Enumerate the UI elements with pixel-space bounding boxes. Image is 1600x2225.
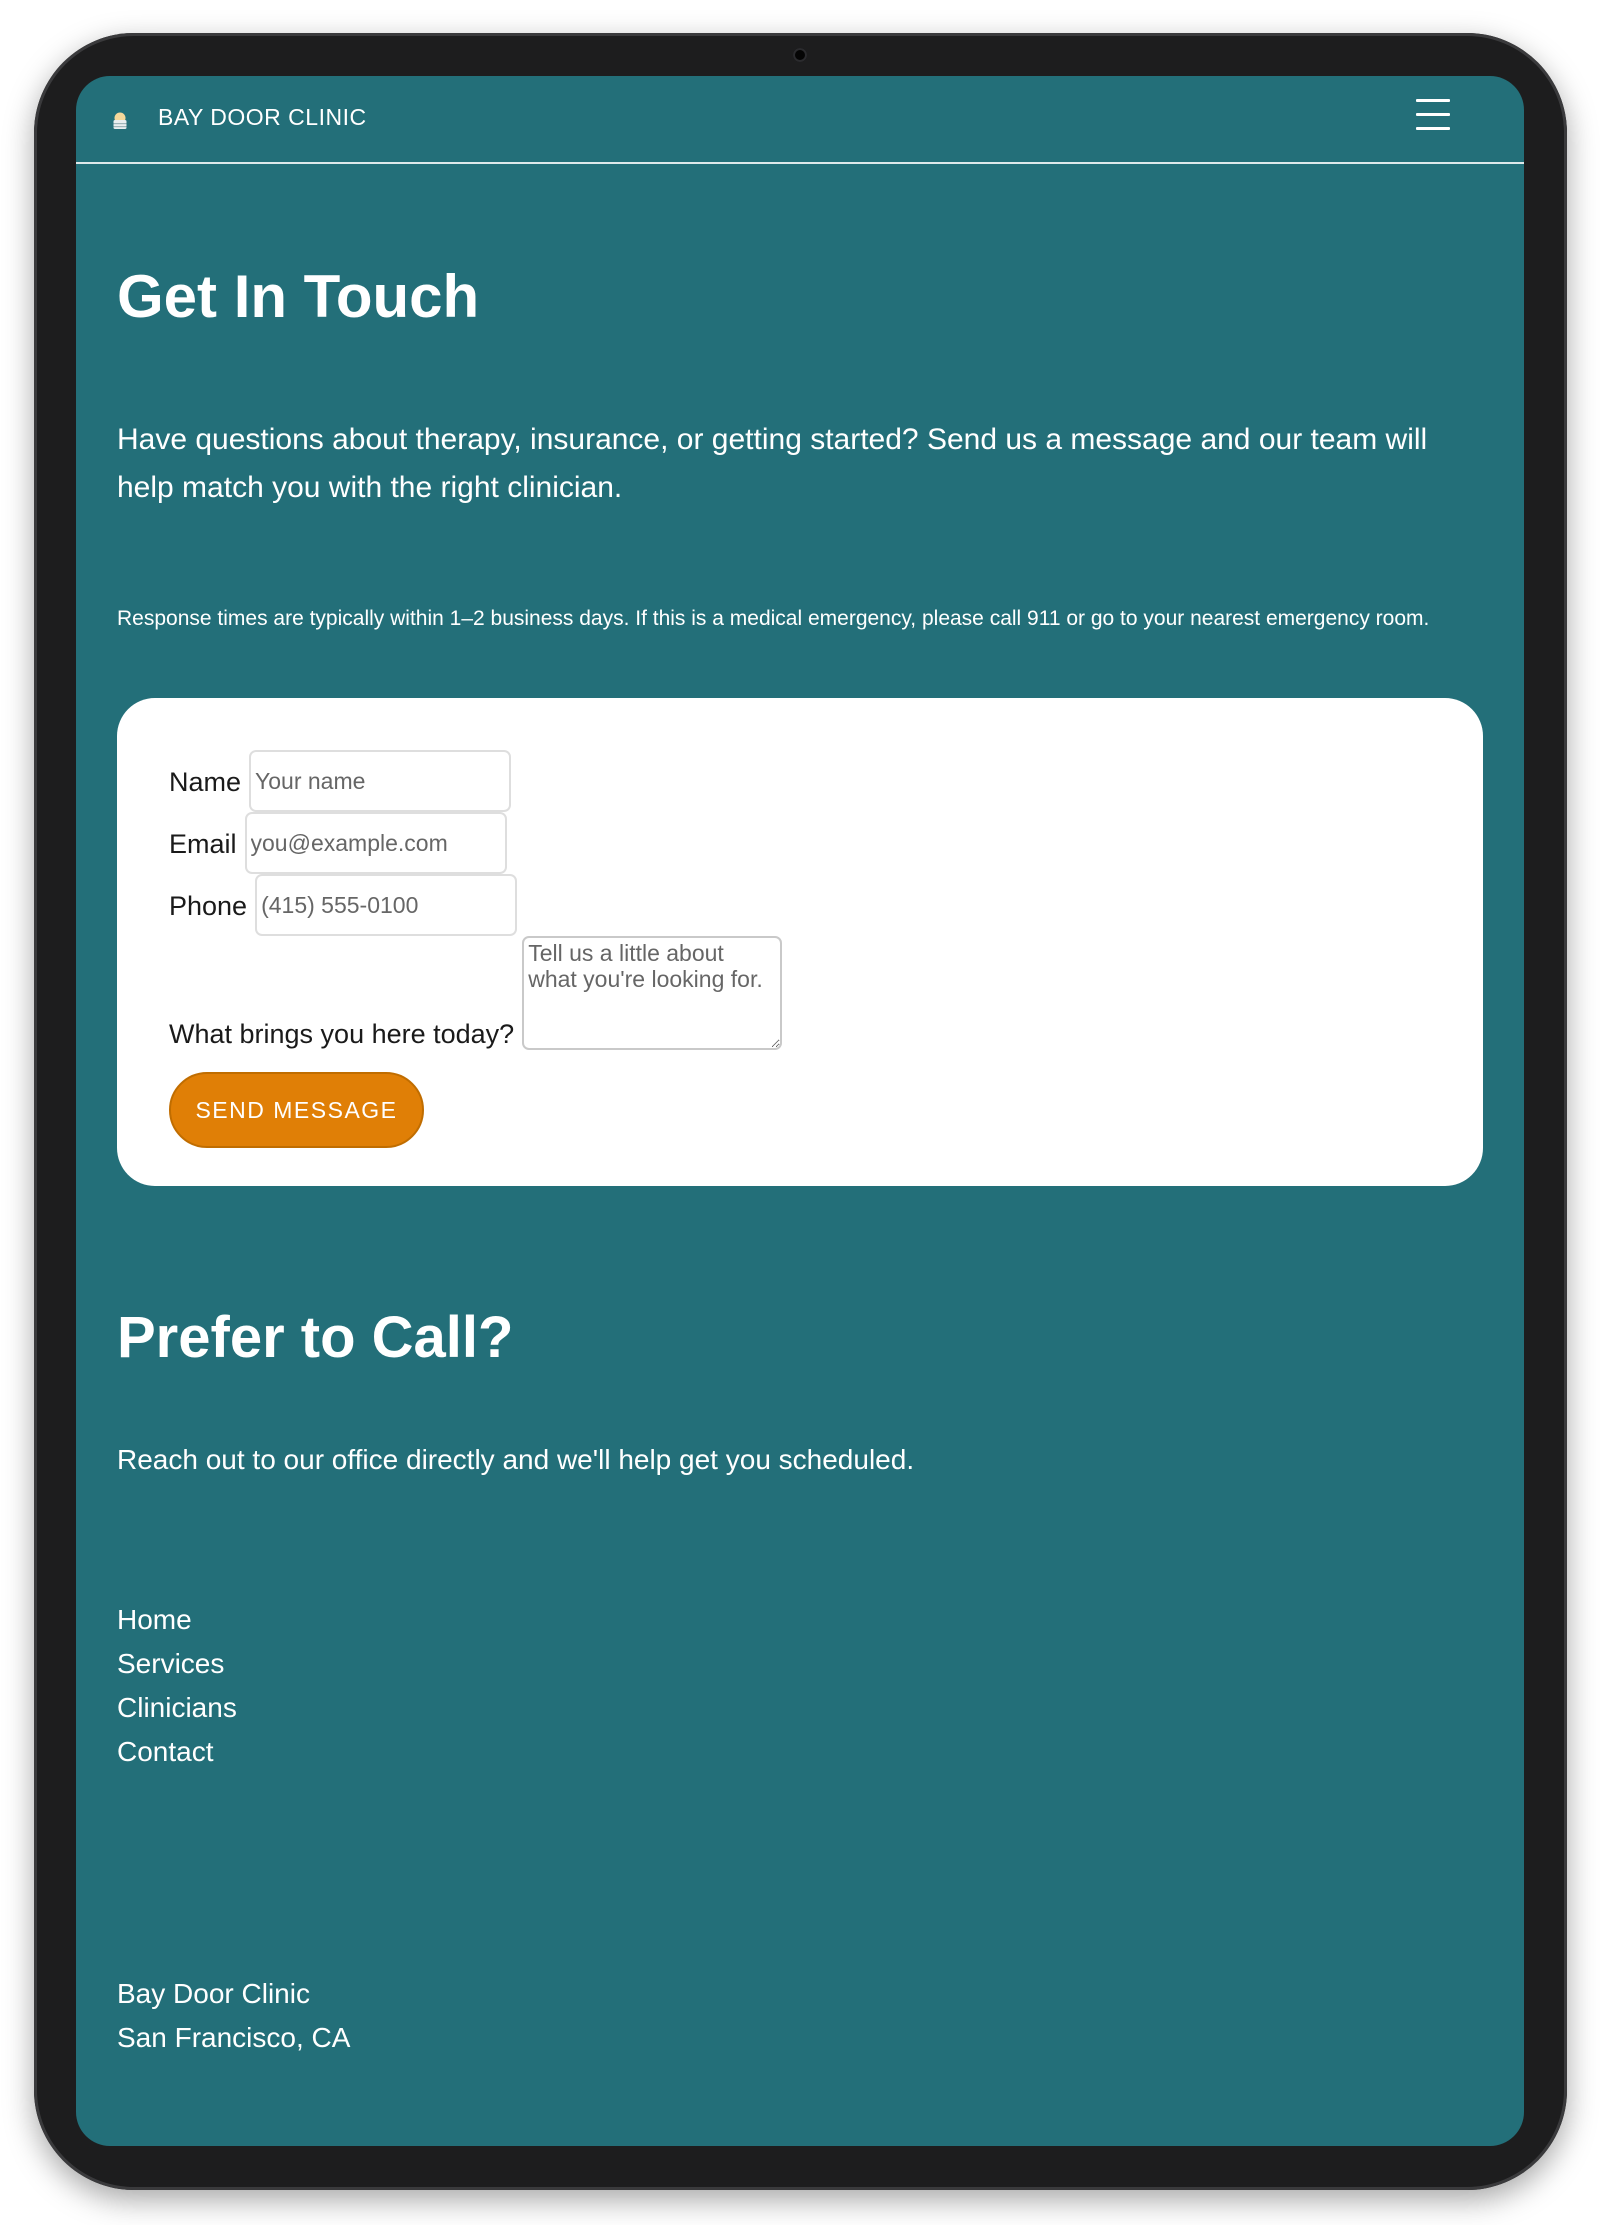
message-label: What brings you here today? <box>169 1019 515 1049</box>
footer-link-services[interactable]: Services <box>117 1648 225 1679</box>
call-section-text: Reach out to our office directly and we'll help get you scheduled. <box>117 1444 915 1475</box>
name-input[interactable] <box>249 750 511 812</box>
footer-nav-item-contact <box>117 1730 237 1774</box>
phone-row <box>169 874 517 936</box>
message-row <box>169 936 782 1050</box>
email-label: Email <box>169 829 237 859</box>
camera-icon <box>793 48 807 62</box>
send-message-button[interactable]: SEND MESSAGE <box>169 1072 424 1148</box>
email-row <box>169 812 507 874</box>
footer-link-home[interactable]: Home <box>117 1604 192 1635</box>
footer-nav-item-home <box>117 1598 237 1642</box>
message-textarea[interactable] <box>522 936 782 1050</box>
page-title: Get In Touch <box>117 263 480 330</box>
email-input[interactable] <box>245 812 507 874</box>
phone-input[interactable] <box>255 874 517 936</box>
footer-address <box>117 1972 350 2060</box>
footer-nav <box>117 1598 237 1774</box>
footer-nav-item-services <box>117 1642 237 1686</box>
contact-form <box>117 698 1483 1186</box>
tablet-frame <box>34 33 1567 2190</box>
name-row <box>169 750 511 812</box>
footer-link-contact[interactable]: Contact <box>117 1736 214 1767</box>
footer-nav-item-clinicians <box>117 1686 237 1730</box>
site-header <box>76 76 1524 164</box>
screen <box>76 76 1524 2146</box>
brand-name[interactable]: BAY DOOR CLINIC <box>158 104 367 130</box>
name-label: Name <box>169 767 242 797</box>
clinic-logo-icon <box>112 111 128 131</box>
intro-text: Have questions about therapy, insurance, or getting started? Send us a message and our team will help match you with the right clinician. <box>117 423 1428 504</box>
call-section-title: Prefer to Call? <box>117 1305 514 1370</box>
hamburger-menu-icon[interactable] <box>1414 96 1454 136</box>
footer-link-clinicians[interactable]: Clinicians <box>117 1692 237 1723</box>
phone-label: Phone <box>169 891 248 921</box>
address-city: San Francisco, CA <box>117 2022 351 2053</box>
response-note: Response times are typically within 1–2 business days. If this is a medical emergency, please call 911 or go to your nearest emergency room. <box>117 607 1430 630</box>
address-name: Bay Door Clinic <box>117 1978 310 2009</box>
